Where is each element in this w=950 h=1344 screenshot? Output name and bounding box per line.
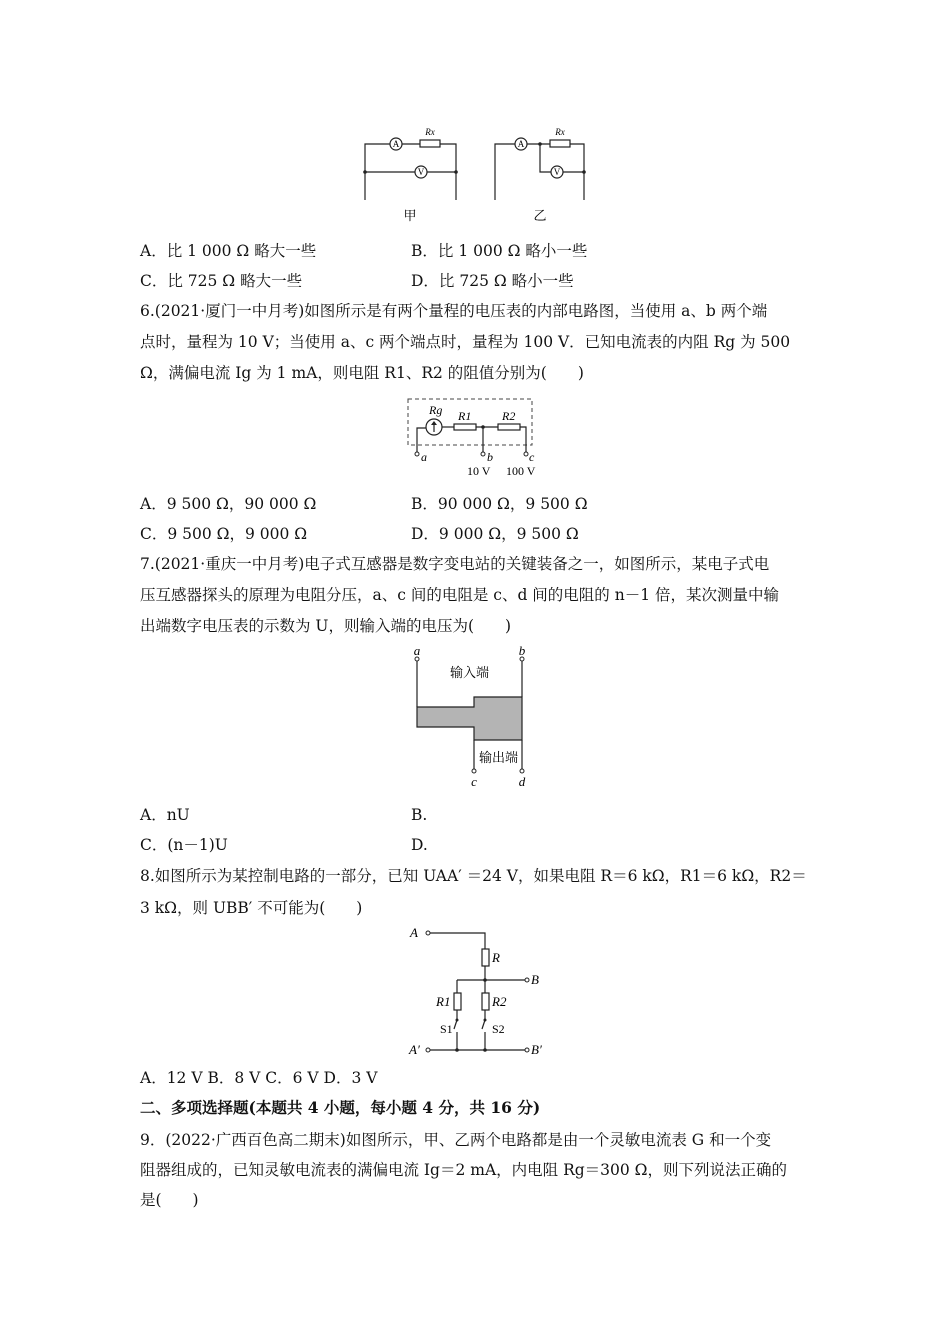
voltmeter-symbol: V	[417, 167, 425, 177]
q6-stem-line2: 点时，量程为 10 V；当使用 a、c 两个端点时，量程为 100 V．已知电流表的内阻 Rg 为 500	[140, 333, 791, 351]
label-S2: S2	[492, 1022, 505, 1036]
q8-stem-line1: 8.如图所示为某控制电路的一部分，已知 UAA′ ＝24 V，如果电阻 R＝6 kΩ，R1＝6 kΩ，R2＝	[140, 867, 807, 885]
q8-stem-line2: 3 kΩ，则 UBB′ 不可能为( )	[140, 899, 363, 917]
q8-options: A．12 V B．8 V C．6 V D．3 V	[140, 1069, 378, 1087]
label-r1: R1	[458, 409, 472, 423]
q9-stem-line3: 是( )	[140, 1191, 199, 1209]
q7-option-d: D.	[411, 836, 428, 854]
terminal-a: a	[413, 645, 421, 658]
terminal-c: c	[471, 774, 477, 789]
resistor-label-yi: Rx	[555, 127, 565, 137]
q5-option-a: A．比 1 000 Ω 略大一些	[140, 242, 317, 260]
terminal-c: c	[529, 450, 535, 464]
figure-q8-control-circuit	[402, 920, 552, 1060]
q6-option-c: C．9 500 Ω，9 000 Ω	[140, 525, 308, 543]
q7-stem-line3: 出端数字电压表的示数为 U，则输入端的电压为( )	[140, 617, 512, 635]
input-label: 输入端	[450, 665, 490, 680]
q7-stem-line1: 7.(2021·重庆一中月考)电子式互感器是数字变电站的关键装备之一，如图所示，某电子式电	[140, 555, 770, 573]
q5-option-b: B．比 1 000 Ω 略小一些	[411, 242, 588, 260]
resistor-label-jia: Rx	[425, 127, 435, 137]
figure-q7-transformer	[402, 645, 542, 793]
node-A-prime: A′	[409, 1042, 420, 1057]
range-10v: 10 V	[467, 464, 491, 478]
label-R1: R1	[436, 994, 451, 1009]
figure-q6-voltmeter-circuit	[405, 396, 555, 481]
label-R2: R2	[492, 994, 507, 1009]
q6-stem-line1: 6.(2021·厦门一中月考)如图所示是有两个量程的电压表的内部电路图，当使用 a、b 两个端	[140, 302, 768, 320]
label-r2: R2	[502, 409, 516, 423]
figure-label-jia: 甲	[403, 208, 417, 223]
node-B-prime: B′	[531, 1042, 542, 1057]
q6-stem-line3: Ω，满偏电流 Ig 为 1 mA，则电阻 R1、R2 的阻值分别为( )	[140, 364, 584, 382]
output-label: 输出端	[479, 750, 519, 765]
range-100v: 100 V	[506, 464, 536, 478]
q5-option-c: C．比 725 Ω 略大一些	[140, 272, 303, 290]
terminal-b: b	[518, 645, 526, 658]
q5-option-d: D．比 725 Ω 略小一些	[411, 272, 574, 290]
figure-q5-circuits	[355, 120, 595, 230]
q6-option-b: B．90 000 Ω，9 500 Ω	[411, 495, 588, 513]
terminal-b: b	[487, 450, 493, 464]
q9-stem-line2: 阻器组成的，已知灵敏电流表的满偏电流 Ig＝2 mA，内电阻 Rg＝300 Ω，则下列说法正确的	[140, 1161, 788, 1179]
ammeter-symbol: A	[392, 139, 400, 149]
ammeter-symbol-yi: A	[517, 139, 525, 149]
q6-option-d: D．9 000 Ω，9 500 Ω	[411, 525, 579, 543]
section-2-heading: 二、多项选择题(本题共 4 小题，每小题 4 分，共 16 分)	[140, 1098, 541, 1117]
q7-option-a: A．nU	[140, 806, 190, 824]
q7-option-b: B.	[411, 806, 428, 824]
q9-stem-line1: 9．(2022·广西百色高二期末)如图所示，甲、乙两个电路都是由一个灵敏电流表 G 和一个变	[140, 1131, 772, 1149]
node-A: A	[410, 925, 418, 940]
label-R: R	[492, 950, 500, 965]
label-rg: Rg	[429, 403, 443, 417]
figure-label-yi: 乙	[533, 208, 547, 223]
label-S1: S1	[440, 1022, 453, 1036]
q7-option-c: C．(n－1)U	[140, 836, 228, 854]
q7-stem-line2: 压互感器探头的原理为电阻分压，a、c 间的电阻是 c、d 间的电阻的 n－1 倍，某次测量中输	[140, 586, 780, 604]
node-B: B	[531, 972, 539, 987]
q6-option-a: A．9 500 Ω，90 000 Ω	[140, 495, 317, 513]
terminal-a: a	[421, 450, 427, 464]
terminal-d: d	[518, 774, 526, 789]
voltmeter-symbol-yi: V	[553, 167, 561, 177]
